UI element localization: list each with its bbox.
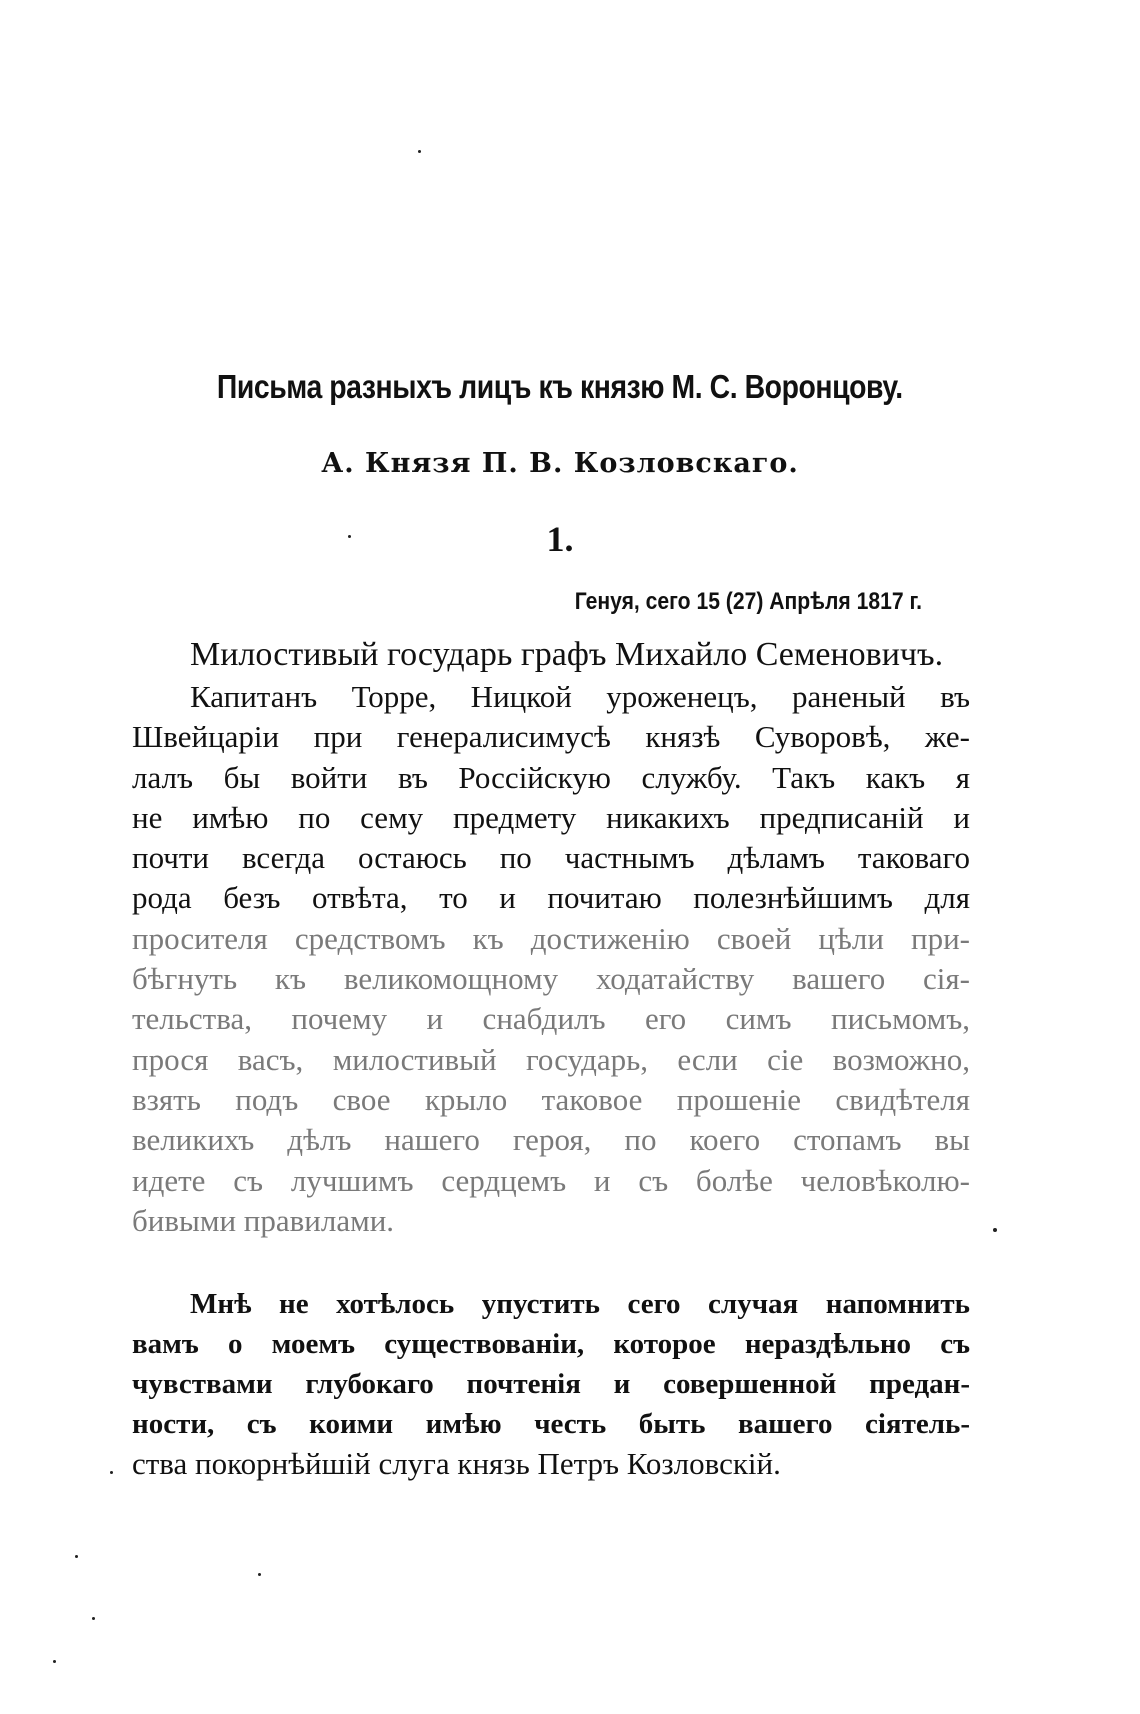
body-line: лалъ бы войти въ Россійскую службу. Такъ какъ я: [132, 759, 970, 795]
section-subtitle: А. Князя П. В. Козловскаго.: [321, 448, 799, 479]
body-line: взять подъ свое крыло таковое прошеніе свидѣтеля: [132, 1081, 970, 1117]
letter-number: 1.: [546, 519, 574, 559]
scan-speck: [92, 1617, 95, 1620]
scan-speck: [110, 1471, 113, 1474]
body-line: бѣгнуть къ великомощному ходатайству вашего сія-: [132, 961, 970, 997]
closing-line: ности, съ коими имѣю честь быть вашего сіятель-: [132, 1408, 970, 1440]
scan-speck: [53, 1660, 56, 1663]
closing-line: ства покорнѣйшій слуга князь Петръ Козловскій.: [132, 1446, 781, 1481]
body-line: Швейцаріи при генералисимусѣ князѣ Суворовѣ, же-: [132, 719, 970, 755]
body-line: Капитанъ Торре, Ницкой уроженецъ, раненый въ: [190, 679, 970, 714]
scan-speck: [418, 150, 421, 153]
scan-speck: [348, 535, 351, 538]
body-line: не имѣю по сему предмету никакихъ предписаній и: [132, 799, 970, 835]
letter-salutation: Милостивый государь графъ Михайло Семеновичъ.: [190, 636, 944, 673]
body-line: просителя средствомъ къ достиженію своей цѣли при-: [132, 920, 970, 956]
closing-line: вамъ о моемъ существованіи, которое нераздѣльно съ: [132, 1328, 970, 1360]
body-line: бивыми правилами.: [132, 1202, 395, 1238]
closing-line: чувствами глубокаго почтенія и совершенной предан-: [132, 1368, 970, 1400]
scan-speck: [258, 1573, 261, 1576]
letter-body: [132, 677, 970, 1241]
body-line: идете съ лучшимъ сердцемъ и съ болѣе человѣколю-: [132, 1162, 970, 1198]
body-line: тельства, почему и снабдилъ его симъ письмомъ,: [132, 1001, 970, 1037]
closing-line: Мнѣ не хотѣлось упустить сего случая напомнить: [190, 1288, 970, 1320]
body-line: великихъ дѣлъ нашего героя, по коего стопамъ вы: [132, 1122, 970, 1158]
scan-speck: [993, 1228, 997, 1232]
letter-closing: [132, 1284, 970, 1484]
page-title: Письма разныхъ лицъ къ князю М. С. Воронцову.: [216, 368, 903, 405]
scan-speck: [75, 1555, 78, 1558]
letter-dateline: Генуя, сего 15 (27) Апрѣля 1817 г.: [574, 588, 922, 615]
body-line: почти всегда остаюсь по частнымъ дѣламъ таковаго: [132, 840, 970, 876]
body-line: прося васъ, милостивый государь, если сіе возможно,: [132, 1041, 970, 1077]
body-line: рода безъ отвѣта, то и почитаю полезнѣйшимъ для: [132, 880, 970, 916]
